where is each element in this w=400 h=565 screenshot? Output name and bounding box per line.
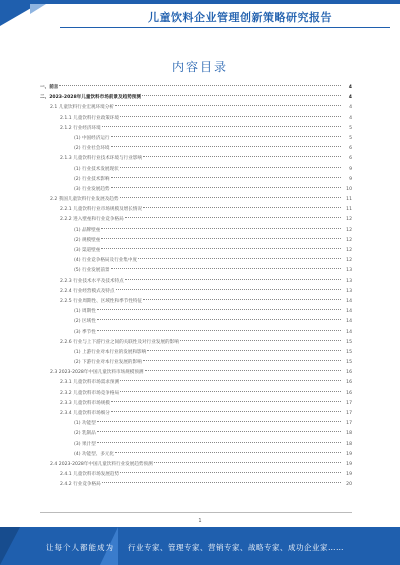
toc-entry-page: 18 [346, 431, 352, 437]
toc-entry[interactable] [40, 134, 352, 144]
toc-entry-page: 17 [346, 400, 352, 406]
header-decoration-light [30, 4, 46, 14]
toc-entry[interactable] [40, 195, 352, 205]
toc-entry-page: 11 [346, 207, 352, 213]
toc-leader-dots [111, 411, 341, 412]
toc-entry-text: 2.2 我国儿童饮料行业发展及趋势 [50, 197, 119, 203]
page-footer [0, 527, 400, 565]
toc-entry-text: (3) 渠道壁垒 [74, 248, 101, 253]
toc-entry[interactable] [40, 246, 352, 256]
toc-entry-text: 2.3.4 儿童饮料市场细分 [60, 411, 110, 416]
toc-entry[interactable] [40, 215, 352, 225]
toc-entry-page: 5 [349, 135, 352, 141]
toc-entry-text: (2) 行业社会环境 [74, 146, 110, 152]
toc-entry-page: 15 [346, 349, 352, 355]
toc-entry[interactable] [40, 358, 352, 368]
toc-entry[interactable] [40, 103, 352, 113]
toc-leader-dots [111, 187, 341, 188]
toc-entry[interactable] [40, 419, 352, 429]
toc-entry-text: 2.4 2023-2028年中国儿童饮料行业发展趋势预测 [50, 461, 153, 467]
toc-entry[interactable] [40, 226, 352, 236]
toc-entry-page: 13 [346, 288, 352, 294]
toc-entry-page: 14 [346, 319, 352, 325]
toc-entry-text: (2) 下游行业对本行业发展的影响 [74, 360, 142, 366]
toc-leader-dots [120, 116, 341, 117]
toc-leader-dots [120, 391, 341, 392]
toc-leader-dots [120, 472, 341, 473]
toc-entry-text: 2.1.2 行业经济环境 [60, 125, 101, 131]
toc-leader-dots [111, 401, 341, 402]
report-title: 儿童饮料企业管理创新策略研究报告 [148, 11, 332, 24]
toc-entry-page: 12 [346, 258, 352, 264]
toc-entry-text: 2.3.2 儿童饮料市场竞争格局 [60, 390, 120, 396]
toc-entry[interactable] [40, 93, 352, 103]
toc-entry-text: (3) 果汁型 [74, 441, 96, 447]
toc-leader-dots [111, 268, 341, 269]
page-header [0, 0, 400, 30]
header-stripe [0, 0, 400, 4]
table-of-contents [40, 83, 352, 491]
toc-entry[interactable] [40, 409, 352, 419]
toc-entry-page: 15 [346, 339, 352, 345]
toc-entry[interactable] [40, 277, 352, 287]
toc-entry-page: 4 [349, 105, 352, 111]
toc-entry-text: 一、前言 [40, 85, 59, 90]
toc-entry-text: 2.1.1 儿童饮料行业政策环境 [60, 115, 120, 121]
footer-tagline: 行业专家、管理专家、营销专家、战略专家、成功企业家…… [128, 543, 344, 552]
footer-decoration [0, 527, 20, 565]
header-rule [60, 27, 390, 28]
toc-entry-text: 2.4.2 行业竞争格局 [60, 482, 101, 488]
toc-entry-text: 2.2.3 行业技术水平及技术特点 [60, 278, 124, 284]
toc-entry-page: 19 [346, 451, 352, 457]
toc-entry-text: (2) 规模壁垒 [74, 237, 101, 243]
toc-entry[interactable] [40, 399, 352, 409]
toc-entry-text: 二、2023-2028年儿童饮料市场前景及趋势预测 [40, 95, 141, 101]
toc-entry-page: 14 [346, 329, 352, 335]
toc-entry-page: 12 [346, 217, 352, 223]
toc-entry-page: 16 [346, 390, 352, 396]
toc-entry-text: 2.4.1 儿童饮料市场发展趋势 [60, 472, 120, 478]
toc-entry-page: 19 [346, 472, 352, 478]
toc-leader-dots [116, 289, 342, 290]
toc-leader-dots [138, 258, 341, 259]
toc-leader-dots [143, 299, 341, 300]
toc-entry-page: 17 [346, 411, 352, 416]
toc-entry[interactable] [40, 348, 352, 358]
toc-entry-text: (2) 乳制品 [74, 431, 96, 437]
toc-entry-text: (2) 区域性 [74, 319, 96, 325]
toc-leader-dots [97, 309, 341, 310]
toc-entry-page: 12 [346, 227, 352, 233]
toc-leader-dots [101, 228, 341, 229]
toc-entry-text: 2.2.6 行业与上下游行业之间的关联性及对行业发展的影响 [60, 339, 179, 345]
toc-entry-page: 4 [349, 115, 352, 121]
toc-entry[interactable] [40, 144, 352, 154]
toc-entry[interactable] [40, 175, 352, 185]
toc-leader-dots [143, 156, 341, 157]
toc-entry-page: 19 [346, 461, 352, 467]
toc-entry-page: 16 [346, 370, 352, 376]
toc-leader-dots [145, 370, 341, 371]
toc-entry-text: 2.3.1 儿童饮料市场需求预测 [60, 380, 120, 386]
toc-leader-dots [142, 95, 341, 96]
toc-entry[interactable] [40, 378, 352, 388]
toc-leader-dots [97, 442, 341, 443]
toc-entry[interactable] [40, 450, 352, 460]
toc-entry[interactable] [40, 460, 352, 470]
toc-leader-dots [120, 167, 341, 168]
toc-entry-page: 9 [349, 176, 352, 182]
toc-leader-dots [120, 197, 342, 198]
toc-entry-page: 16 [346, 380, 352, 386]
toc-leader-dots [111, 146, 341, 147]
toc-entry[interactable] [40, 185, 352, 195]
toc-entry[interactable] [40, 124, 352, 134]
toc-entry-text: (4) 行业竞争格局及行业集中度 [74, 258, 138, 264]
toc-entry[interactable] [40, 328, 352, 338]
toc-entry-page: 6 [349, 156, 352, 162]
page-number: 1 [198, 518, 202, 524]
toc-entry-page: 4 [348, 95, 352, 101]
toc-entry[interactable] [40, 317, 352, 327]
toc-entry[interactable] [40, 368, 352, 378]
toc-entry[interactable] [40, 154, 352, 164]
toc-entry-page: 17 [346, 421, 352, 427]
toc-leader-dots [111, 177, 341, 178]
toc-leader-dots [59, 85, 341, 86]
toc-leader-dots [143, 207, 341, 208]
toc-leader-dots [115, 105, 341, 106]
toc-leader-dots [102, 126, 341, 127]
toc-entry[interactable] [40, 205, 352, 215]
toc-entry-text: 2.1 儿童饮料行业宏观环境分析 [50, 105, 114, 111]
toc-leader-dots [115, 452, 341, 453]
toc-leader-dots [97, 319, 341, 320]
toc-entry-page: 18 [346, 441, 352, 447]
toc-entry-page: 4 [348, 85, 352, 90]
toc-leader-dots [125, 217, 341, 218]
toc-leader-dots [102, 482, 341, 483]
toc-entry[interactable] [40, 297, 352, 307]
toc-entry-text: (3) 行业发展趋势 [74, 186, 110, 192]
toc-entry-page: 10 [346, 186, 352, 192]
toc-entry[interactable] [40, 236, 352, 246]
toc-entry[interactable] [40, 338, 352, 348]
toc-entry-text: 2.3.3 儿童饮料市场规模 [60, 400, 110, 406]
toc-leader-dots [147, 350, 341, 351]
toc-entry-text: (1) 品牌壁垒 [74, 227, 101, 233]
toc-entry-text: (1) 中国经济运行 [74, 135, 110, 141]
toc-entry-page: 15 [346, 360, 352, 366]
toc-entry[interactable] [40, 480, 352, 490]
toc-entry-page: 14 [346, 298, 352, 304]
toc-entry-text: (1) 周期性 [74, 309, 96, 315]
toc-leader-dots [111, 136, 341, 137]
page-rule [40, 512, 352, 513]
toc-entry[interactable] [40, 470, 352, 480]
toc-entry-text: (3) 季节性 [74, 329, 96, 335]
toc-leader-dots [120, 380, 341, 381]
toc-entry-page: 13 [346, 278, 352, 284]
toc-entry[interactable] [40, 440, 352, 450]
toc-leader-dots [97, 431, 341, 432]
toc-entry-text: (1) 上游行业对本行业的发展和影响 [74, 349, 147, 355]
toc-entry-page: 12 [346, 237, 352, 243]
toc-entry-text: (2) 行业技术影响 [74, 176, 110, 182]
toc-leader-dots [143, 360, 341, 361]
toc-entry-page: 14 [346, 309, 352, 315]
toc-entry[interactable] [40, 266, 352, 276]
toc-leader-dots [97, 330, 341, 331]
toc-leader-dots [101, 238, 341, 239]
toc-title: 内容目录 [171, 60, 228, 74]
toc-entry-text: 2.3 2023-2028年中国儿童饮料市场规模预测 [50, 370, 144, 376]
footer-slogan: 让每个人都能成为 [46, 543, 114, 552]
toc-entry[interactable] [40, 287, 352, 297]
toc-entry[interactable] [40, 429, 352, 439]
toc-entry-text: (5) 行业发展前景 [74, 268, 110, 274]
toc-entry-text: 2.2.5 行业周期性、区域性和季节性特征 [60, 298, 143, 304]
toc-entry-page: 20 [346, 482, 352, 488]
toc-entry-text: 2.2.2 进入壁垒和行业竞争格局 [60, 217, 124, 223]
toc-leader-dots [154, 462, 341, 463]
toc-entry-page: 12 [346, 248, 352, 253]
toc-entry[interactable] [40, 389, 352, 399]
toc-entry-page: 13 [346, 268, 352, 274]
toc-entry-text: 2.2.1 儿童饮料行业市场规模及增长情况 [60, 207, 143, 213]
toc-entry-page: 6 [349, 146, 352, 152]
toc-entry-text: (4) 功能型、多元化 [74, 451, 115, 457]
toc-entry-text: (1) 功能型 [74, 421, 96, 427]
toc-leader-dots [180, 340, 341, 341]
toc-leader-dots [125, 279, 341, 280]
toc-leader-dots [101, 248, 341, 249]
toc-entry-page: 5 [349, 125, 352, 131]
toc-leader-dots [97, 421, 341, 422]
toc-entry[interactable] [40, 83, 352, 93]
toc-entry-text: 2.2.4 行业经营模式及特点 [60, 288, 115, 294]
toc-entry-page: 11 [346, 197, 352, 203]
toc-entry[interactable] [40, 307, 352, 317]
toc-entry[interactable] [40, 114, 352, 124]
toc-entry-page: 9 [349, 166, 352, 172]
toc-entry-text: 2.1.3 儿童饮料行业技术环境与行业影响 [60, 156, 143, 162]
toc-entry-text: (1) 行业技术发展现状 [74, 166, 119, 172]
toc-entry[interactable] [40, 256, 352, 266]
toc-entry[interactable] [40, 165, 352, 175]
